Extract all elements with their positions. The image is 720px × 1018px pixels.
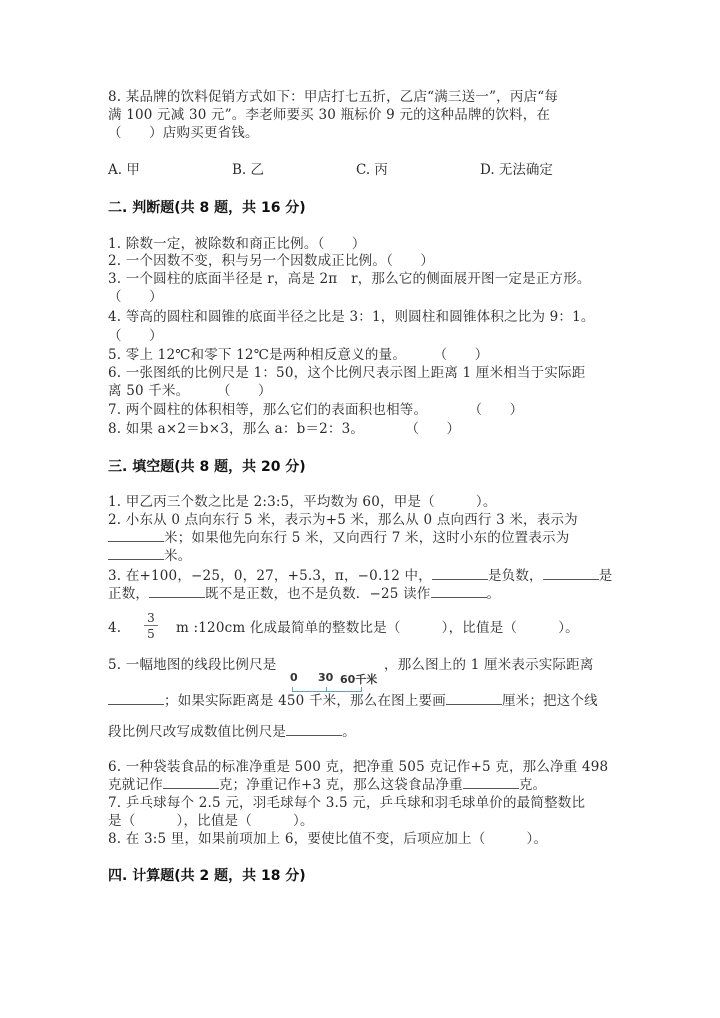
fill-q1: 1. 甲乙丙三个数之比是 2:3:5，平均数为 60，甲是（ ）。 (108, 494, 497, 510)
option-d: D. 无法确定 (480, 162, 553, 178)
judgment-line: 5. 零上 12℃和零下 12℃是两种相反意义的量。 （ ） (108, 347, 489, 363)
option-b: B. 乙 (232, 162, 265, 178)
fill-q2-line1: 2. 小东从 0 点向东行 5 米，表示为+5 米，那么从 0 点向西行 3 米，表示为 (108, 512, 578, 528)
fill-q5-line1b: ，那么图上的 1 厘米表示实际距离 (384, 657, 594, 673)
fraction-denominator: 5 (147, 627, 155, 641)
answer-blank[interactable] (149, 585, 205, 598)
answer-blank[interactable] (108, 692, 164, 705)
fraction-numerator: 3 (144, 611, 158, 626)
fill-q2-line3: 米。 (108, 547, 191, 565)
judgment-line: 6. 一张图纸的比例尺是 1：50，这个比例尺表示图上距离 1 厘米相当于实际距 (108, 365, 586, 381)
section-heading-calculation: 四. 计算题(共 2 题，共 18 分) (108, 868, 306, 884)
mc-q8-line2: 满 100 元减 30 元”。李老师要买 30 瓶标价 9 元的这种品牌的饮料，在 (108, 107, 551, 123)
answer-blank[interactable] (108, 529, 164, 542)
fill-q7-line2: 是（ ），比值是（ ）。 (108, 813, 314, 829)
fill-q5-line1a: 5. 一幅地图的线段比例尺是 (108, 657, 277, 673)
section-heading-fill-blank: 三. 填空题(共 8 题，共 20 分) (108, 459, 306, 475)
judgment-line: 8. 如果 a×2＝b×3，那么 a：b＝2：3。 （ ） (108, 421, 461, 437)
judgment-line: 4. 等高的圆柱和圆锥的底面半径之比是 3：1，则圆柱和圆锥体积之比为 9：1。 (108, 309, 595, 325)
scale-label-30: 30 (318, 671, 334, 684)
fill-q4-text: m :120cm 化成最简单的整数比是（ ），比值是（ ）。 (176, 620, 579, 636)
answer-blank[interactable] (108, 547, 164, 560)
fill-q3-line2: 正数， 既不是正数，也不是负数．−25 读作 。 (108, 586, 501, 602)
fill-q8: 8. 在 3:5 里，如果前项加上 6，要使比值不变，后项应加上（ ）。 (108, 831, 548, 847)
answer-blank[interactable] (286, 723, 342, 736)
section-heading-judgment: 二. 判断题(共 8 题，共 16 分) (108, 200, 306, 216)
answer-blank[interactable] (446, 692, 502, 705)
option-c: C. 丙 (356, 162, 388, 178)
scale-label-60km: 60千米 (340, 673, 378, 686)
option-a: A. 甲 (108, 162, 140, 178)
judgment-line: （ ） (108, 289, 163, 305)
mc-q8-line1: 8. 某品牌的饮料促销方式如下：甲店打七五折，乙店“满三送一”，丙店“每 (108, 89, 559, 105)
fill-q2-line2: 米；如果他先向东行 5 米，又向西行 7 米，这时小东的位置表示为 (108, 529, 569, 547)
fill-q7-line1: 7. 乒乓球每个 2.5 元，羽毛球每个 3.5 元，乒乓球和羽毛球单价的最简整数比 (108, 795, 586, 811)
judgment-line: 1. 除数一定，被除数和商正比例。（ ） (108, 236, 366, 252)
fill-q3-line1: 3. 在+100，−25，0，27，+5.3，π，−0.12 中， 是负数， 是 (108, 568, 613, 584)
mc-q8-line3: （ ）店购买更省钱。 (108, 125, 259, 141)
judgment-line: 2. 一个因数不变，积与另一个因数成正比例。（ ） (108, 253, 435, 269)
fill-q6-line1: 6. 一种袋装食品的标准净重是 500 克，把净重 505 克记作+5 克，那么净重 498 (108, 759, 609, 775)
judgment-line: 7. 两个圆柱的体积相等，那么它们的表面积也相等。 （ ） (108, 402, 524, 418)
answer-blank[interactable] (431, 585, 487, 598)
scale-label-0: 0 (290, 671, 298, 684)
fill-q5-line3: 段比例尺改写成数值比例尺是 。 (108, 724, 356, 740)
judgment-line: （ ） (108, 328, 163, 344)
answer-blank[interactable] (163, 776, 219, 789)
answer-blank[interactable] (463, 776, 519, 789)
answer-blank[interactable] (543, 567, 599, 580)
judgment-line: 离 50 千米。 （ ） (108, 383, 272, 399)
fill-q6-line2: 克就记作 克；净重记作+3 克，那么这袋食品净重 克。 (108, 777, 547, 793)
scale-bar-tick (326, 687, 327, 691)
fill-q5-line2: ；如果实际距离是 450 千米，那么在图上要画 厘米；把这个线 (108, 692, 598, 710)
judgment-line: 3. 一个圆柱的底面半径是 r，高是 2π r，那么它的侧面展开图一定是正方形。 (108, 271, 591, 287)
answer-blank[interactable] (432, 567, 488, 580)
fill-q4-number: 4. (108, 620, 122, 636)
